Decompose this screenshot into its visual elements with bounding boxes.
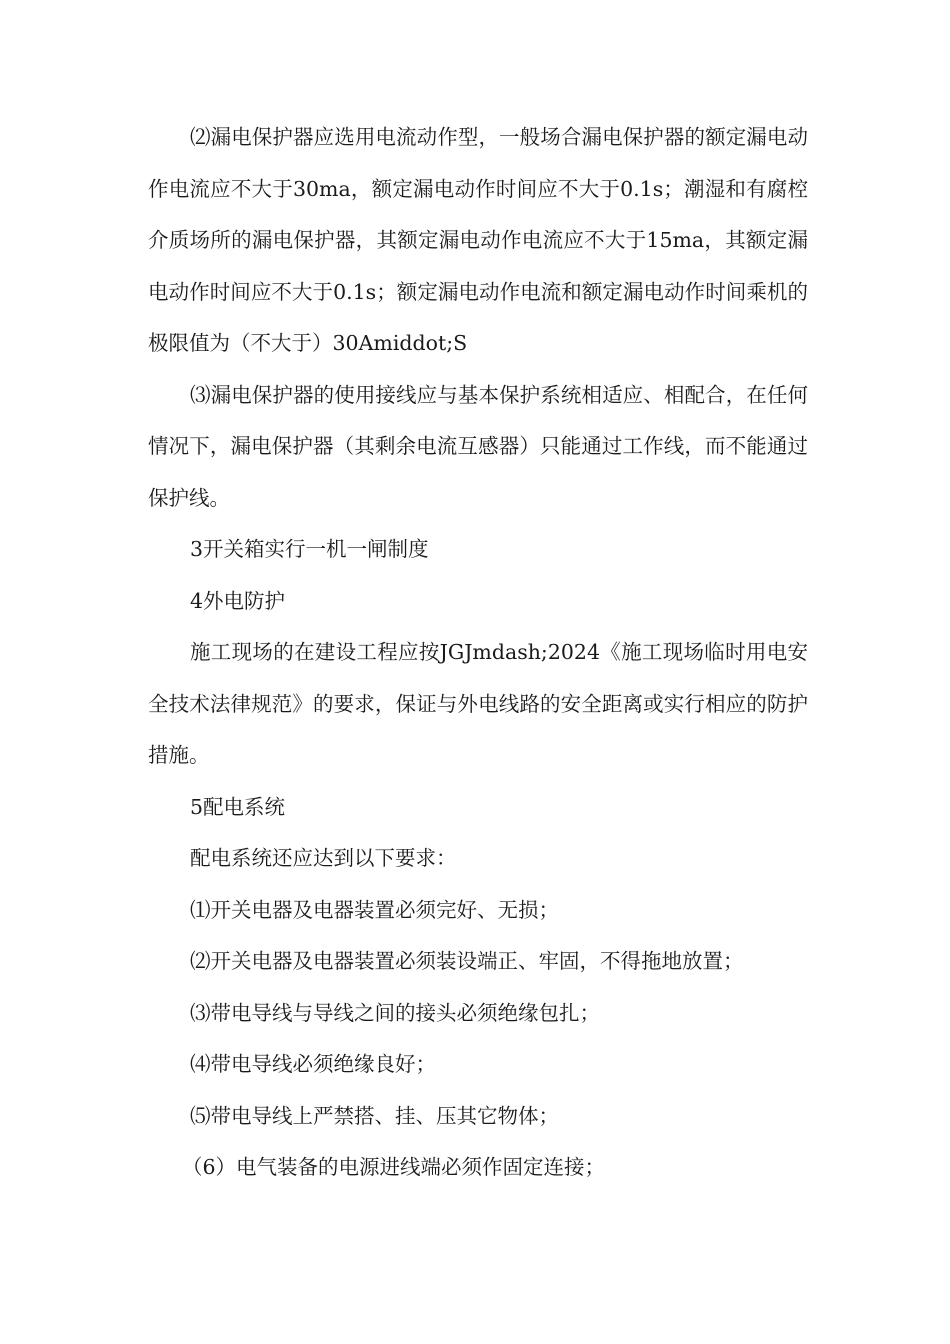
list-item-requirement-3: ⑶带电导线与导线之间的接头必须绝缘包扎；: [190, 1000, 600, 1025]
list-item-requirement-4: ⑷带电导线必须绝缘良好；: [190, 1052, 436, 1076]
paragraph-distribution-requirements-intro: 配电系统还应达到以下要求：: [190, 846, 457, 870]
list-item-requirement-5: ⑸带电导线上严禁搭、挂、压其它物体；: [190, 1103, 559, 1128]
list-item-requirement-1: ⑴开关电器及电器装置必须完好、无损；: [190, 897, 559, 922]
heading-one-machine-one-switch: 3开关箱实行一机一闸制度: [190, 537, 429, 561]
document-body: [148, 112, 808, 1194]
paragraph-leakage-protector-wiring: ⑶漏电保护器的使用接线应与基本保护系统相适应、相配合，在任何情况下，漏电保护器（其剩余电流互感器）只能通过工作线，而不能通过保护线。: [148, 382, 808, 510]
list-item-requirement-2: ⑵开关电器及电器装置必须装设端正、牢固，不得拖地放置；: [190, 949, 744, 973]
list-item-requirement-6: （6）电气装备的电源进线端必须作固定连接；: [182, 1155, 606, 1179]
paragraph-leakage-protector-rating: ⑵漏电保护器应选用电流动作型，一般场合漏电保护器的额定漏电动作电流应不大于30ma，额定漏电动作时间应不大于0.1s；潮湿和有腐椌介质场所的漏电保护器，其额定漏电动作电流应不大于15ma，其额定漏电动作时间应不大于0.1s；额定漏电动作电流和额定漏电动作时间乘机的极限值为（不大于）30Amiddot;S: [148, 125, 808, 355]
heading-external-power-protection: 4外电防护: [190, 588, 286, 613]
paragraph-external-power-protection: 施工现场的在建设工程应按JGJmdash;2024《施工现场临时用电安全技术法律规范》的要求，保证与外电线路的安全距离或实行相应的防护措施。: [148, 640, 808, 767]
heading-power-distribution-system: 5配电系统: [190, 794, 286, 819]
